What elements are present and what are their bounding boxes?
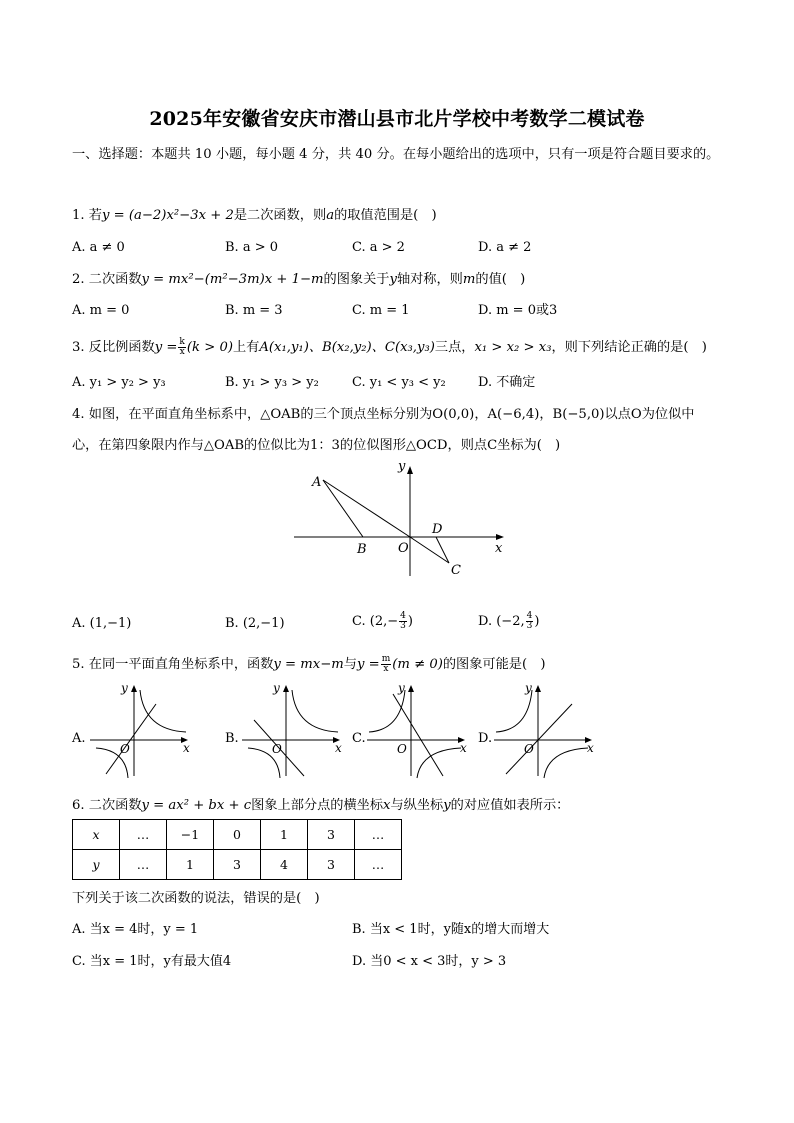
q4-label-y: y [398, 459, 406, 474]
q1-option-b[interactable]: B. a > 0 [225, 240, 278, 255]
q4-option-c[interactable] [352, 612, 413, 631]
q3-frac-num: k [179, 337, 185, 347]
q5-post: 的图象可能是( ) [442, 657, 546, 672]
q4-y-arrow [407, 466, 413, 474]
q5-c-x: x [460, 741, 467, 755]
q5-option-b-label[interactable]: B. [225, 731, 239, 746]
table-cell: x [73, 820, 120, 850]
q4-option-c-pre: C. (2,− [352, 614, 399, 629]
q3-ineq: x₁ > x₂ > x₃ [474, 340, 552, 355]
q3-fraction [178, 338, 185, 357]
q4-label-x: x [495, 541, 503, 556]
q5-pre: 5. 在同一平面直角坐标系中，函数 [72, 657, 274, 672]
q5-d-x: x [587, 741, 594, 755]
q3-mid: 上有 [233, 340, 260, 355]
q4-label-d: D [432, 522, 443, 537]
q4-option-c-frac [399, 612, 407, 631]
q6-var1: x [383, 798, 391, 813]
q5-fraction [381, 655, 392, 674]
q2-var: y [389, 272, 397, 287]
q4-option-d-post: ) [534, 614, 540, 629]
section-heading: 一、选择题：本题共 10 小题，每小题 4 分，共 40 分。在每小题给出的选项中，只有一项是符合题目要求的。 [72, 147, 720, 162]
table-cell: y [73, 850, 120, 880]
q6-post: 图象上部分点的横坐标 [251, 798, 384, 813]
q3-option-b[interactable]: B. y₁ > y₃ > y₂ [225, 375, 319, 390]
q6-question: 下列关于该二次函数的说法，错误的是( ) [72, 891, 320, 906]
q3-lhs: y = [154, 340, 178, 355]
table-cell: 4 [261, 850, 308, 880]
question-4-line-1: 4. 如图，在平面直角坐标系中，△OAB的三个顶点坐标分别为O(0,0)，A(−6,4)，B(−5,0)以点O为位似中 [72, 407, 695, 422]
q4-option-d-pre: D. (−2, [478, 614, 525, 629]
q5-c-y: y [398, 681, 405, 695]
page-title: 2025年安徽省安庆市潜山县市北片学校中考数学二模试卷 [149, 108, 645, 130]
q5-option-c-label[interactable]: C. [352, 731, 366, 746]
q3-mid2: 三点， [434, 340, 475, 355]
q3-cond: (k > 0) [186, 340, 233, 355]
q4-x-arrow [496, 534, 504, 540]
q5-graph-a[interactable] [88, 680, 193, 780]
q5-option-a-label[interactable]: A. [72, 731, 86, 746]
q4-segment-ab [323, 480, 363, 537]
q1-pre: 1. 若 [72, 208, 102, 223]
table-cell: 1 [261, 820, 308, 850]
q2-post3: 的值( ) [475, 272, 526, 287]
q4-option-a[interactable]: A. (1,−1) [72, 616, 132, 631]
q4-option-c-post: ) [407, 614, 413, 629]
table-row [73, 820, 402, 850]
q2-expr: y = mx²−(m²−3m)x + 1−m [141, 272, 324, 287]
question-6 [72, 797, 569, 815]
question-3 [72, 338, 707, 357]
table-row [73, 850, 402, 880]
q4-option-d-den: 3 [526, 621, 533, 631]
q5-a-origin: O [120, 742, 130, 756]
q5-graph-b[interactable] [240, 680, 345, 780]
q5-cond: (m ≠ 0) [392, 657, 443, 672]
q5-frac-num: m [381, 654, 391, 664]
table-cell: 1 [167, 850, 214, 880]
q3-frac-den: x [179, 347, 185, 357]
q1-option-a[interactable]: A. a ≠ 0 [72, 240, 125, 255]
q2-option-c[interactable]: C. m = 1 [352, 303, 410, 318]
q5-b-y: y [273, 681, 280, 695]
q6-var2: y [443, 798, 451, 813]
table-cell: … [120, 820, 167, 850]
q6-option-c[interactable]: C. 当x = 1时，y有最大值4 [72, 954, 232, 969]
q1-post2: 的取值范围是( ) [334, 208, 437, 223]
q5-expr1: y = mx−m [273, 657, 344, 672]
q5-graph-c[interactable] [365, 680, 470, 780]
q4-segment-oc [410, 537, 449, 563]
q5-mid: 与 [343, 657, 357, 672]
table-cell: … [355, 820, 402, 850]
q4-option-d-num: 4 [526, 611, 533, 621]
q2-option-b[interactable]: B. m = 3 [225, 303, 283, 318]
q1-post: 是二次函数，则 [233, 208, 327, 223]
q5-a-x: x [183, 741, 190, 755]
question-2 [72, 271, 525, 289]
q2-var2: m [462, 272, 476, 287]
table-cell: 0 [214, 820, 261, 850]
q5-frac-den: x [383, 664, 389, 674]
q4-option-c-den: 3 [400, 621, 406, 631]
q6-option-b[interactable]: B. 当x < 1时，y随x的增大而增大 [352, 922, 550, 937]
question-5 [72, 655, 545, 674]
q4-label-b: B [357, 542, 367, 557]
q4-label-c: C [451, 563, 461, 578]
table-cell: −1 [167, 820, 214, 850]
q3-option-d[interactable]: D. 不确定 [478, 375, 536, 390]
q3-pre: 3. 反比例函数 [72, 340, 155, 355]
table-cell: … [355, 850, 402, 880]
q1-expr: y = (a−2)x²−3x + 2 [101, 208, 234, 223]
q6-option-d[interactable]: D. 当0 < x < 3时，y > 3 [352, 954, 507, 969]
q5-d-y: y [525, 681, 532, 695]
q1-var: a [326, 208, 335, 223]
q3-option-c[interactable]: C. y₁ < y₃ < y₂ [352, 375, 446, 390]
q2-option-d[interactable]: D. m = 0或3 [478, 303, 558, 318]
q5-option-d-label[interactable]: D. [478, 731, 493, 746]
q6-value-table [72, 819, 402, 880]
q3-option-a[interactable]: A. y₁ > y₂ > y₃ [72, 375, 166, 390]
q5-lhs2: y = [356, 657, 380, 672]
q5-a-y: y [121, 681, 128, 695]
q6-mid: 与纵坐标 [390, 798, 444, 813]
q5-d-origin: O [524, 742, 534, 756]
q4-option-c-num: 4 [400, 611, 406, 621]
table-cell: 3 [308, 820, 355, 850]
q3-post: ，则下列结论正确的是( ) [551, 340, 707, 355]
q4-label-a: A [312, 475, 322, 490]
q2-option-a[interactable]: A. m = 0 [72, 303, 130, 318]
q2-pre: 2. 二次函数 [72, 272, 142, 287]
q5-graph-d[interactable] [492, 680, 597, 780]
q6-option-a[interactable]: A. 当x = 4时，y = 1 [72, 922, 199, 937]
q2-post2: 轴对称，则 [396, 272, 463, 287]
q4-label-o: O [398, 541, 409, 556]
q5-b-origin: O [272, 742, 282, 756]
q6-post2: 的对应值如表所示： [450, 798, 570, 813]
q3-points: A(x₁,y₁)、B(x₂,y₂)、C(x₃,y₃) [259, 340, 435, 355]
q2-post: 的图象关于 [323, 272, 390, 287]
q4-figure [288, 458, 518, 583]
q1-option-d[interactable]: D. a ≠ 2 [478, 240, 532, 255]
table-cell: 3 [308, 850, 355, 880]
question-4-line-2: 心，在第四象限内作与△OAB的位似比为1：3的位似图形△OCD，则点C坐标为( ) [72, 438, 561, 453]
q6-pre: 6. 二次函数 [72, 798, 142, 813]
q4-option-d[interactable] [478, 612, 539, 631]
q4-option-b[interactable]: B. (2,−1) [225, 616, 285, 631]
q5-c-origin: O [397, 742, 407, 756]
table-cell: 3 [214, 850, 261, 880]
table-cell: … [120, 850, 167, 880]
q4-segment-oa [323, 480, 410, 537]
q5-b-x: x [335, 741, 342, 755]
question-1 [72, 207, 437, 225]
q4-option-d-frac [526, 612, 534, 631]
q1-option-c[interactable]: C. a > 2 [352, 240, 405, 255]
q6-expr: y = ax² + bx + c [141, 798, 252, 813]
